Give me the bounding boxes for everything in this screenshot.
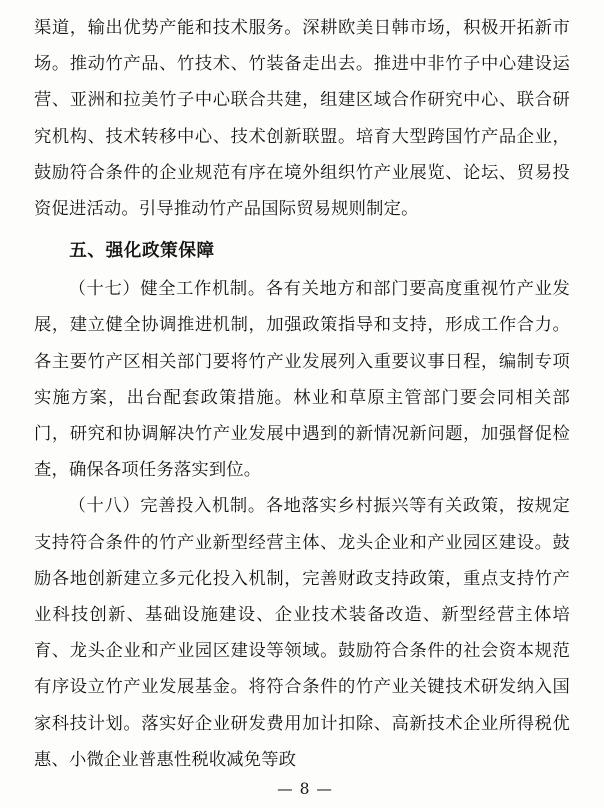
page-footer <box>0 780 604 798</box>
page-number: — 8 — <box>277 780 333 798</box>
paragraph-item-17: （十七）健全工作机制。各有关地方和部门要高度重视竹产业发展，建立健全协调推进机制，加强政策指导和支持，形成工作合力。各主要竹产区相关部门要将竹产业发展列入重要议事日程，编制专项实施方案，出台配套政策措施。林业和草原主管部门要会同相关部门，研究和协调解决竹产业发展中遇到的新情况新问题，加强督促检查，确保各项任务落实到位。 <box>34 279 570 481</box>
page-content <box>34 10 570 778</box>
paragraph-continuation: 渠道，输出优势产能和技术服务。深耕欧美日韩市场，积极开拓新市场。推动竹产品、竹技术、竹装备走出去。推进中非竹子中心建设运营、亚洲和拉美竹子中心联合共建，组建区域合作研究中心、联合研究机构、技术转移中心、技术创新联盟。培育大型跨国竹产品企业，鼓励符合条件的企业规范有序在境外组织竹产业展览、论坛、贸易投资促进活动。引导推动竹产品国际贸易规则制定。 <box>34 18 570 220</box>
paragraph-item-18: （十八）完善投入机制。各地落实乡村振兴等有关政策，按规定支持符合条件的竹产业新型经营主体、龙头企业和产业园区建设。鼓励各地创新建立多元化投入机制，完善财政支持政策，重点支持竹产业科技创新、基础设施建设、企业技术装备改造、新型经营主体培育、龙头企业和产业园区建设等领域。鼓励符合条件的社会资本规范有序设立竹产业发展基金。将符合条件的竹产业关键技术研发纳入国家科技计划。落实好企业研发费用加计扣除、高新技术企业所得税优惠、小微企业普惠性税收减免等政 <box>34 496 570 770</box>
section-heading: 五、强化政策保障 <box>69 240 215 262</box>
